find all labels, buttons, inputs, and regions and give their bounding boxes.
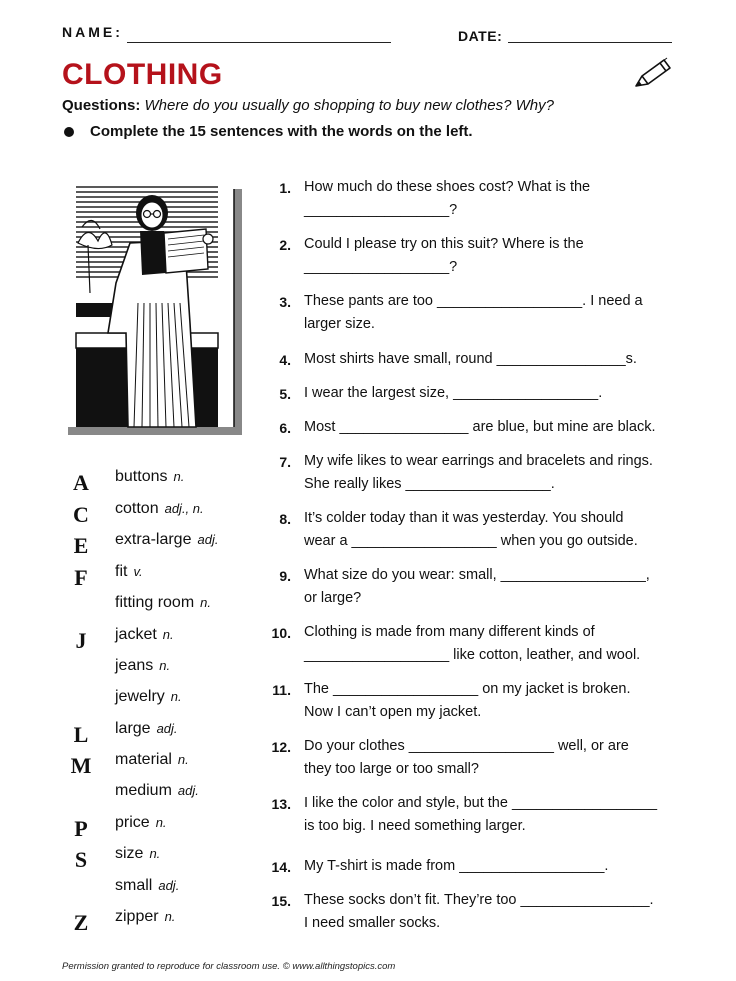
word-bank-pos: n. xyxy=(155,815,167,830)
sentence-line: Do your clothes __________________ well, or are xyxy=(304,738,629,754)
word-bank-pos: n. xyxy=(164,909,176,924)
sentence-line: These pants are too __________________. I need a xyxy=(304,293,643,309)
word-bank-pos: v. xyxy=(133,564,143,579)
sentence-number: 6. xyxy=(279,420,291,436)
word-bank-letter: C xyxy=(73,502,89,527)
date-label: DATE: xyxy=(458,28,503,44)
word-bank-word: zipper xyxy=(115,908,159,925)
sentence-line: My wife likes to wear earrings and bracelets and rings. xyxy=(304,453,653,469)
word-bank-pos: n. xyxy=(149,846,161,861)
word-bank-word: large xyxy=(115,720,151,737)
word-bank-pos: n. xyxy=(200,595,211,610)
sentence-number: 12. xyxy=(271,739,291,755)
page-title: CLOTHING xyxy=(62,58,223,91)
word-bank-pos: n. xyxy=(159,658,171,673)
sentence-line: larger size. xyxy=(304,316,375,332)
name-field-line[interactable] xyxy=(127,42,391,43)
sentence-line: Clothing is made from many different kinds of xyxy=(304,624,595,640)
sentence-line: is too big. I need something larger. xyxy=(304,818,526,834)
word-bank-pos: adj. xyxy=(197,532,219,547)
sentence-number: 8. xyxy=(279,511,291,527)
word-bank-letter: Z xyxy=(73,910,89,935)
sentence-number: 10. xyxy=(271,625,291,641)
word-bank-word: price xyxy=(115,814,150,831)
word-bank-word: jacket xyxy=(115,626,157,643)
sentence-line: Most shirts have small, round ________________s. xyxy=(304,351,637,367)
word-bank-item xyxy=(115,500,204,518)
word-bank-word: small xyxy=(115,877,153,894)
sentence-line: they too large or too small? xyxy=(304,761,479,777)
sentence-number: 13. xyxy=(271,796,291,812)
word-bank-pos: n. xyxy=(173,469,185,484)
word-bank-word: fitting room xyxy=(115,594,195,611)
sentence-line: I like the color and style, but the __________________ xyxy=(304,795,658,811)
word-bank-item xyxy=(115,563,143,581)
woman-illustration xyxy=(68,183,246,437)
word-bank-item xyxy=(115,688,182,706)
word-bank-item xyxy=(115,468,184,486)
name-label: NAME: xyxy=(62,24,123,40)
sentence-line: The __________________ on my jacket is broken. xyxy=(304,681,631,697)
pencil-icon xyxy=(632,56,672,90)
word-bank-pos: adj. xyxy=(158,878,180,893)
sentence-line: Now I can’t open my jacket. xyxy=(304,704,482,720)
word-bank-word: material xyxy=(115,751,172,768)
sentence-line: I need smaller socks. xyxy=(304,915,441,931)
sentence-number: 3. xyxy=(279,294,291,310)
word-bank-pos: adj. xyxy=(156,721,178,736)
word-bank-word: jeans xyxy=(115,657,154,674)
sentence-number: 9. xyxy=(279,568,291,584)
word-bank-item xyxy=(115,908,175,926)
sentence-number: 7. xyxy=(279,454,291,470)
word-bank-item xyxy=(115,814,167,832)
sentence-line: or large? xyxy=(304,590,362,606)
sentence-line: I wear the largest size, __________________. xyxy=(304,385,603,401)
word-bank-letter: F xyxy=(74,565,88,590)
sentence-line: Most ________________ are blue, but mine are black. xyxy=(304,419,656,435)
word-bank-letter: S xyxy=(74,847,88,872)
sentence-line: How much do these shoes cost? What is the xyxy=(304,179,591,195)
sentence-number: 11. xyxy=(272,682,291,698)
word-bank-letter: L xyxy=(73,722,89,747)
sentence-line: Could I please try on this suit? Where is the xyxy=(304,236,584,252)
word-bank-word: size xyxy=(115,845,144,862)
sentence-line: These socks don’t fit. They’re too ________________. xyxy=(304,892,654,908)
sentence-line: It’s colder today than it was yesterday. You should xyxy=(304,510,624,526)
word-bank-word: fit xyxy=(115,563,128,580)
sentence-line: What size do you wear: small, __________________, xyxy=(304,567,650,583)
sentence-line: wear a __________________ when you go outside. xyxy=(304,533,638,549)
questions-label: Questions: xyxy=(62,97,141,114)
sentence-line: She really likes __________________. xyxy=(304,476,555,492)
word-bank-pos: n. xyxy=(177,752,189,767)
word-bank-letter: E xyxy=(73,533,89,558)
sentence-number: 2. xyxy=(279,237,291,253)
sentence-line: __________________ like cotton, leather, and wool. xyxy=(304,647,641,663)
word-bank-item xyxy=(115,657,170,675)
word-bank-item xyxy=(115,720,178,738)
word-bank-item xyxy=(115,845,160,863)
instruction-text: Complete the 15 sentences with the words on the left. xyxy=(90,123,473,140)
date-field-line[interactable] xyxy=(508,42,672,43)
sentence-number: 15. xyxy=(271,893,291,909)
word-bank-word: cotton xyxy=(115,500,159,517)
sentence-line: My T-shirt is made from __________________. xyxy=(304,858,609,874)
word-bank-item xyxy=(115,594,211,612)
word-bank-letter: M xyxy=(70,753,92,778)
word-bank-word: buttons xyxy=(115,468,168,485)
sentence-line: __________________? xyxy=(304,259,458,275)
word-bank-pos: adj., n. xyxy=(164,501,204,516)
word-bank-item xyxy=(115,626,174,644)
word-bank-item xyxy=(115,531,218,549)
questions-line xyxy=(62,97,554,114)
word-bank-item xyxy=(115,782,199,800)
word-bank-pos: adj. xyxy=(177,783,199,798)
sentence-number: 14. xyxy=(271,859,291,875)
word-bank-pos: n. xyxy=(170,689,182,704)
word-bank-item xyxy=(115,877,179,895)
word-bank-letter: P xyxy=(74,816,88,841)
sentence-number: 5. xyxy=(279,386,291,402)
sentence-line: __________________? xyxy=(304,202,458,218)
footer-credit: Permission granted to reproduce for classroom use. © www.allthingstopics.com xyxy=(62,961,396,972)
word-bank-pos: n. xyxy=(162,627,174,642)
sentence-number: 4. xyxy=(279,352,291,368)
bullet-icon xyxy=(64,127,74,137)
word-bank-word: extra-large xyxy=(115,531,192,548)
word-bank-letter: J xyxy=(75,628,87,653)
questions-text: Where do you usually go shopping to buy new clothes? Why? xyxy=(144,97,554,114)
word-bank-word: jewelry xyxy=(115,688,165,705)
word-bank-item xyxy=(115,751,189,769)
word-bank-letter: A xyxy=(73,470,89,495)
word-bank-word: medium xyxy=(115,782,172,799)
sentence-number: 1. xyxy=(279,180,291,196)
